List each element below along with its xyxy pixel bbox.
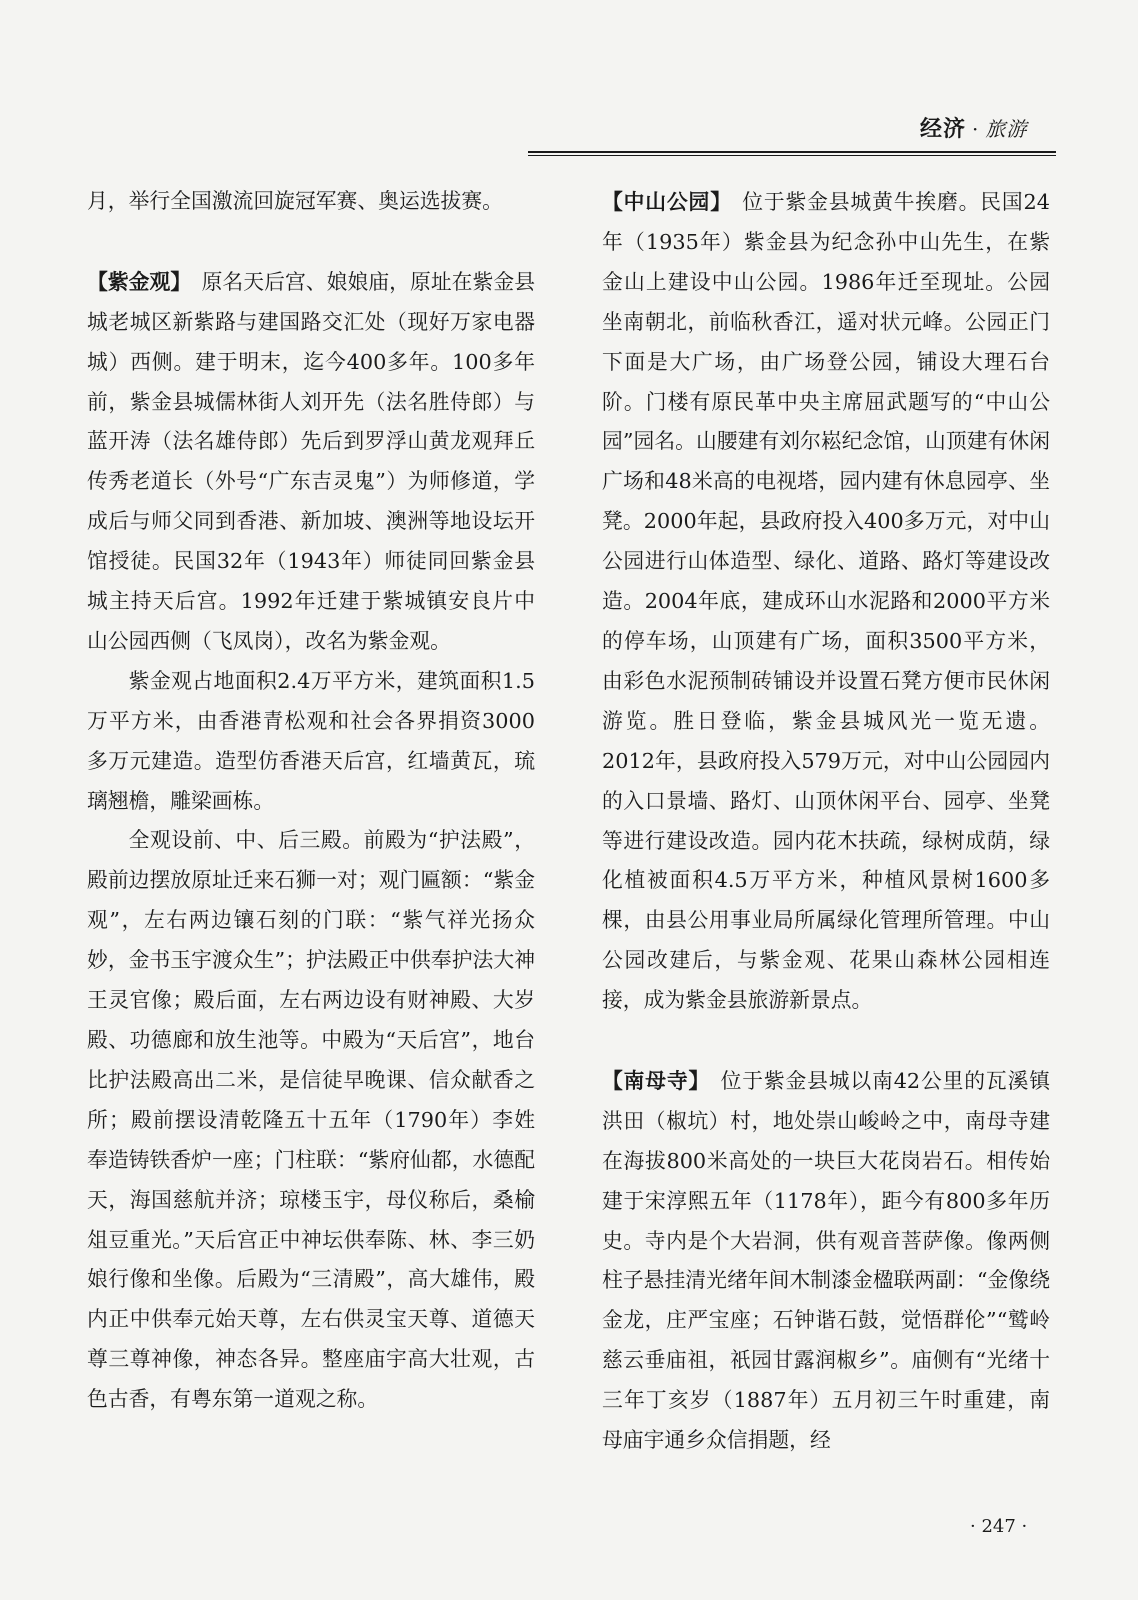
paragraph: 紫金观占地面积2.4万平方米，建筑面积1.5万平方米，由香港青松观和社会各界捐资3000多万元建造。造型仿香港天后宫，红墙黄瓦，琉璃翘檐，雕梁画栋。 [87, 668, 535, 813]
header-rule-thin [528, 155, 1056, 156]
header-separator: · [972, 117, 980, 141]
page-number: · 247 · [970, 1516, 1028, 1537]
entry-heading: 【紫金观】 [87, 268, 192, 294]
right-column [602, 182, 1050, 1461]
left-column [87, 182, 535, 1420]
paragraph: 全观设前、中、后三殿。前殿为“护法殿”，殿前边摆放原址迁来石狮一对；观门匾额：“紫金观”，左右两边镶石刻的门联：“紫气祥光扬众妙，金书玉宇渡众生”；护法殿正中供奉护法大神王灵官像；殿后面，左右两边设有财神殿、大岁殿、功德廊和放生池等。中殿为“天后宫”，地台比护法殿高出二米，是信徒早晚课、信众献香之所；殿前摆设清乾隆五十五年（1790年）李姓奉造铸铁香炉一座；门柱联：“紫府仙都，水德配天，海国慈航并济；琼楼玉宇，母仪称后，桑榆俎豆重光。”天后宫正中神坛供奉陈、林、李三奶娘行像和坐像。后殿为“三清殿”，高大雄伟，殿内正中供奉元始天尊，左右供灵宝天尊、道德天尊三尊神像，神态各异。整座庙宇高大壮观，古色古香，有粤东第一道观之称。 [87, 828, 535, 1412]
entry-heading: 【中山公园】 [602, 189, 732, 214]
entry-zhongshan-park: 【中山公园】 位于紫金县城黄牛挨磨。民国24年（1935年）紫金县为纪念孙中山先生，在紫金山上建设中山公园。1986年迁至现址。公园坐南朝北，前临秋香江，遥对状元峰。公园正门下面是大广场，由广场登公园，铺设大理石台阶。门楼有原民革中央主席屈武题写的“中山公园”园名。山腰建有刘尔崧纪念馆，山顶建有休闲广场和48米高的电视塔，园内建有休息园亭、坐凳。2000年起，县政府投入400多万元，对中山公园进行山体造型、绿化、道路、路灯等建设改造。2004年底，建成环山水泥路和2000平方米的停车场，山顶建有广场，面积3500平方米，由彩色水泥预制砖铺设并设置石凳方便市民休闲游览。胜日登临，紫金县城风光一览无遗。2012年，县政府投入579万元，对中山公园园内的入口景墙、路灯、山顶休闲平台、园亭、坐凳等进行建设改造。园内花木扶疏，绿树成荫，绿化植被面积4.5万平方米，种植风景树1600多棵，由县公用事业局所属绿化管理所管理。中山公园改建后，与紫金观、花果山森林公园相连接，成为紫金县旅游新景点。 [602, 189, 1051, 1013]
entry-heading: 【南母寺】 [602, 1067, 711, 1093]
header-rule [528, 151, 1056, 153]
header-section: 经济 [920, 116, 967, 142]
entry-nanmu-temple: 【南母寺】 位于紫金县城以南42公里的瓦溪镇洪田（椒坑）村，地处崇山峻岭之中，南母寺建在海拔800米高处的一块巨大花岗岩石。相传始建于宋淳熙五年（1178年），距今有800多年历史。寺内是个大岩洞，供有观音菩萨像。像两侧柱子悬挂清光绪年间木制漆金楹联两副：“金像绕金龙，庄严宝座；石钟谐石鼓，觉悟群伦”“鹫岭慈云垂庙祖，祇园甘露润椒乡”。庙侧有“光绪十三年丁亥岁（1887年）五月初三午时重建，南母庙宇通乡众信捐题，经 [602, 1067, 1051, 1453]
header-subsection: 旅游 [985, 117, 1028, 141]
running-header [920, 112, 1060, 143]
continued-paragraph: 月，举行全国激流回旋冠军赛、奥运选拔赛。 [87, 189, 503, 213]
entry-zijinguan: 【紫金观】 原名天后宫、娘娘庙，原址在紫金县城老城区新紫路与建国路交汇处（现好万家电器城）西侧。建于明末，迄今400多年。100多年前，紫金县城儒林街人刘开先（法名胜侍郎）与蓝开涛（法名雄侍郎）先后到罗浮山黄龙观拜丘传秀老道长（外号“广东吉灵鬼”）为师修道，学成后与师父同到香港、新加坡、澳洲等地设坛开馆授徒。民国32年（1943年）师徒同回紫金县城主持天后宫。1992年迁建于紫城镇安良片中山公园西侧（飞凤岗），改名为紫金观。 [87, 268, 535, 653]
